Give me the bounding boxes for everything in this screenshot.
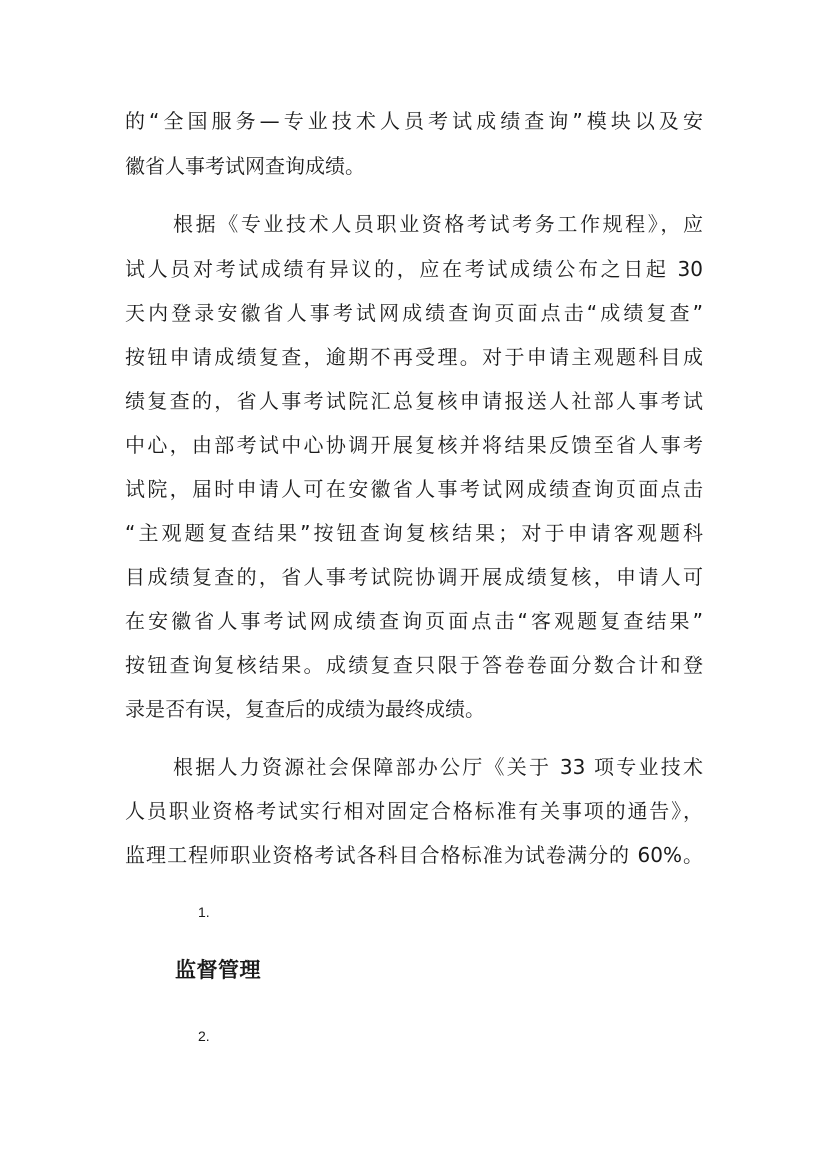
paragraph-2-line-9: 目成绩复查的，省人事考试院协调开展成绩复核，申请人可 [125, 565, 703, 589]
list-marker-1: 1. [198, 904, 210, 920]
section-heading: 监督管理 [175, 958, 261, 982]
paragraph-3-line-2: 人员职业资格考试实行相对固定合格标准有关事项的通告》， [125, 799, 703, 823]
paragraph-1-line-2: 徽省人事考试网查询成绩。 [125, 154, 365, 178]
paragraph-2-line-7: 试院，届时申请人可在安徽省人事考试网成绩查询页面点击 [125, 477, 703, 501]
paragraph-1-line-1: 的“全国服务—专业技术人员考试成绩查询”模块以及安 [125, 109, 703, 133]
paragraph-2-line-5: 绩复查的，省人事考试院汇总复核申请报送人社部人事考试 [125, 389, 703, 413]
paragraph-3-line-1: 根据人力资源社会保障部办公厅《关于 33 项专业技术 [173, 755, 703, 779]
paragraph-2-line-2: 试人员对考试成绩有异议的，应在考试成绩公布之日起 30 [125, 257, 703, 281]
paragraph-2-line-4: 按钮申请成绩复查，逾期不再受理。对于申请主观题科目成 [125, 345, 703, 369]
paragraph-2-line-1: 根据《专业技术人员职业资格考试考务工作规程》，应 [173, 212, 703, 236]
paragraph-2-line-10: 在安徽省人事考试网成绩查询页面点击“客观题复查结果” [125, 609, 703, 633]
paragraph-2-line-3: 天内登录安徽省人事考试网成绩查询页面点击“成绩复查” [125, 301, 703, 325]
paragraph-2-line-6: 中心，由部考试中心协调开展复核并将结果反馈至省人事考 [125, 433, 703, 457]
paragraph-2-line-8: “主观题复查结果”按钮查询复核结果；对于申请客观题科 [125, 521, 703, 545]
paragraph-2-line-12: 录是否有误，复查后的成绩为最终成绩。 [125, 697, 485, 721]
paragraph-2-line-11: 按钮查询复核结果。成绩复查只限于答卷卷面分数合计和登 [125, 653, 703, 677]
list-marker-2: 2. [198, 1028, 210, 1044]
paragraph-3-line-3: 监理工程师职业资格考试各科目合格标准为试卷满分的 60%。 [125, 843, 703, 867]
